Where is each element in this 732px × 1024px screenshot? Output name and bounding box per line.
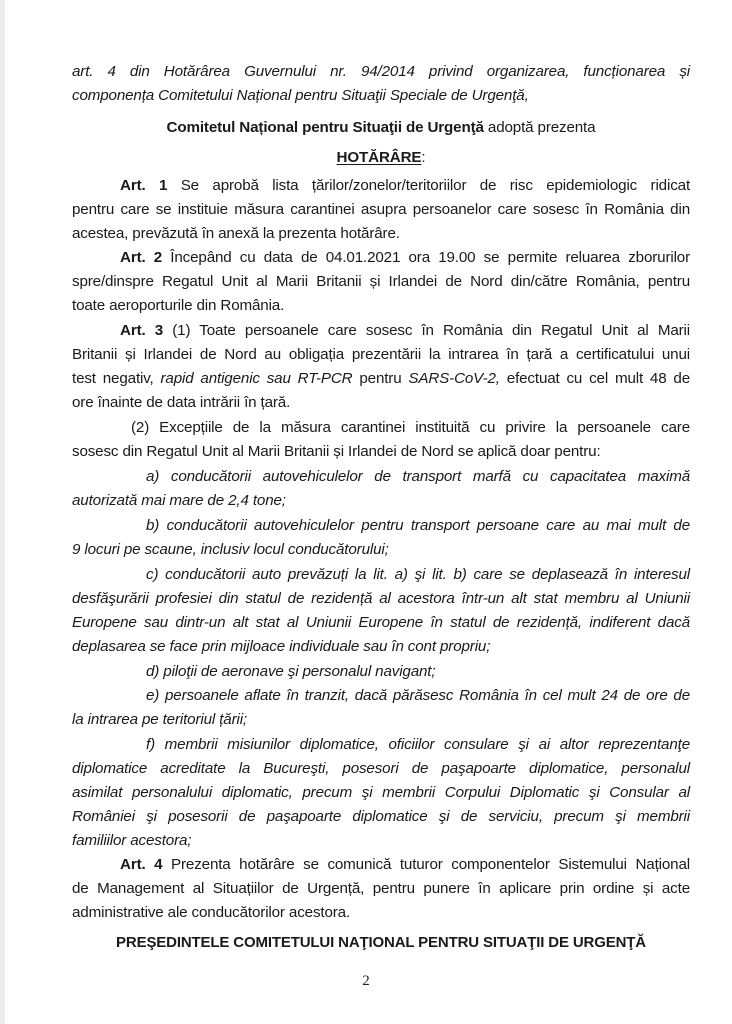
art2-line-2: spre/dinspre Regatul Unit al Marii Britanii și Irlandei de Nord din/către România, pentru: [72, 273, 690, 290]
item-a-line-1: a) conducătorii autovehiculelor de transport marfă cu capacitatea maximă: [146, 468, 690, 485]
art2-line-3: toate aeroporturile din România.: [72, 297, 285, 314]
art4-line-3: administrative ale conducătorilor acestora.: [72, 904, 351, 921]
art4-line-1: [120, 855, 690, 875]
item-f-line-2: diplomatice acreditate la Bucureşti, posesori de paşapoarte diplomatice, personalul: [72, 760, 690, 777]
item-c-line-1: c) conducătorii auto prevăzuți la lit. a) şi lit. b) care se deplasează în interesul: [146, 566, 690, 583]
item-d-line-1: d) piloţii de aeronave şi personalul navigant;: [146, 663, 436, 680]
page-number: 2: [362, 973, 370, 989]
item-b-line-1: b) conducătorii autovehiculelor pentru transport persoane care au mai mult de: [146, 517, 690, 534]
art3-l3-a: test negativ,: [72, 370, 161, 387]
preamble-line-2: componența Comitetului Național pentru Situaţii Speciale de Urgenţă,: [72, 87, 529, 104]
heading-suffix: :: [421, 149, 426, 166]
committee-name: Comitetul Național pentru Situaţii de Urgenţă: [166, 119, 484, 136]
art3-line-2: Britanii și Irlandei de Nord au obligația prezentării la intrarea în țară a certificatului unui: [72, 346, 690, 363]
item-b-line-2: 9 locuri pe scaune, inclusiv locul conducătorului;: [72, 541, 389, 558]
art4-line-2: de Management al Situațiilor de Urgență, pentru punere în aplicare prin ordine și acte: [72, 880, 690, 897]
art3-line-4: ore înainte de data intrării în țară.: [72, 394, 291, 411]
art3-p2-line-1: (2) Excepțiile de la măsura carantinei instituită cu privire la persoanele care: [131, 419, 690, 436]
art4-label: Art. 4: [120, 856, 163, 873]
item-a-line-2: autorizată mai mare de 2,4 tone;: [72, 492, 286, 509]
heading-text: HOTĂRÂRE: [336, 149, 422, 166]
preamble-line-1: art. 4 din Hotărârea Guvernului nr. 94/2014 privind organizarea, funcționarea și: [72, 63, 690, 80]
item-f-line-5: familiilor acestora;: [72, 832, 192, 849]
signature-title: PREŞEDINTELE COMITETULUI NAŢIONAL PENTRU SITUAŢII DE URGENŢĂ: [116, 934, 646, 951]
art3-label: Art. 3: [120, 322, 164, 339]
virus-name: SARS-CoV-2,: [408, 370, 500, 387]
art2-line-1: [120, 248, 690, 268]
decision-heading: [72, 148, 690, 168]
art1-text-1: Se aprobă lista țărilor/zonelor/teritoriilor de risc epidemiologic ridicat: [167, 177, 691, 194]
art3-l3-e: efectuat cu cel mult 48 de: [499, 370, 690, 387]
art2-text-1: Începând cu data de 04.01.2021 ora 19.00 se permite reluarea zborurilor: [162, 249, 691, 266]
art2-label: Art. 2: [120, 249, 163, 266]
art3-p2-line-2: sosesc din Regatul Unit al Marii Britanii și Irlandei de Nord se aplică doar pentru:: [72, 443, 601, 460]
adoption-rest: adoptă prezenta: [483, 119, 596, 136]
item-f-line-1: f) membrii misiunilor diplomatice, oficiilor consulare şi ai altor reprezentanţe: [146, 736, 690, 753]
item-f-line-3: asimilat personalului diplomatic, precum şi membrii Corpului Diplomatic şi Consular al: [72, 784, 690, 801]
art1-label: Art. 1: [120, 177, 168, 194]
item-e-line-2: la intrarea pe teritoriul țării;: [72, 711, 247, 728]
art3-l3-c: pentru: [352, 370, 409, 387]
art1-line-2: pentru care se instituie măsura carantinei asupra persoanelor care sosesc în România din: [72, 201, 690, 218]
art1-line-1: [120, 176, 690, 196]
art3-line-3: [72, 369, 690, 389]
item-f-line-4: României şi posesorii de paşapoarte diplomatice şi de serviciu, precum şi membrii: [72, 808, 690, 825]
item-c-line-2: desfăşurării profesiei din statul de rezidență al acestora într-un alt stat membru al Uniunii: [72, 590, 690, 607]
art1-line-3: acestea, prevăzută în anexă la prezenta hotărâre.: [72, 225, 400, 242]
art4-text-1: Prezenta hotărâre se comunică tuturor componentelor Sistemului Național: [162, 856, 690, 873]
item-c-line-3: Europene sau dintr-un alt stat al Uniunii Europene în statul de rezidență, indiferent dacă: [72, 614, 690, 631]
item-c-line-4: deplasarea se face prin mijloace individuale sau în cont propriu;: [72, 638, 491, 655]
test-type: rapid antigenic sau RT-PCR: [160, 370, 353, 387]
item-e-line-1: e) persoanele aflate în tranzit, dacă părăsesc România în cel mult 24 de ore de: [146, 687, 690, 704]
adoption-line: [72, 118, 690, 138]
art3-line-1: [120, 321, 690, 341]
art3-text-1: (1) Toate persoanele care sosesc în România din Regatul Unit al Marii: [163, 322, 690, 339]
